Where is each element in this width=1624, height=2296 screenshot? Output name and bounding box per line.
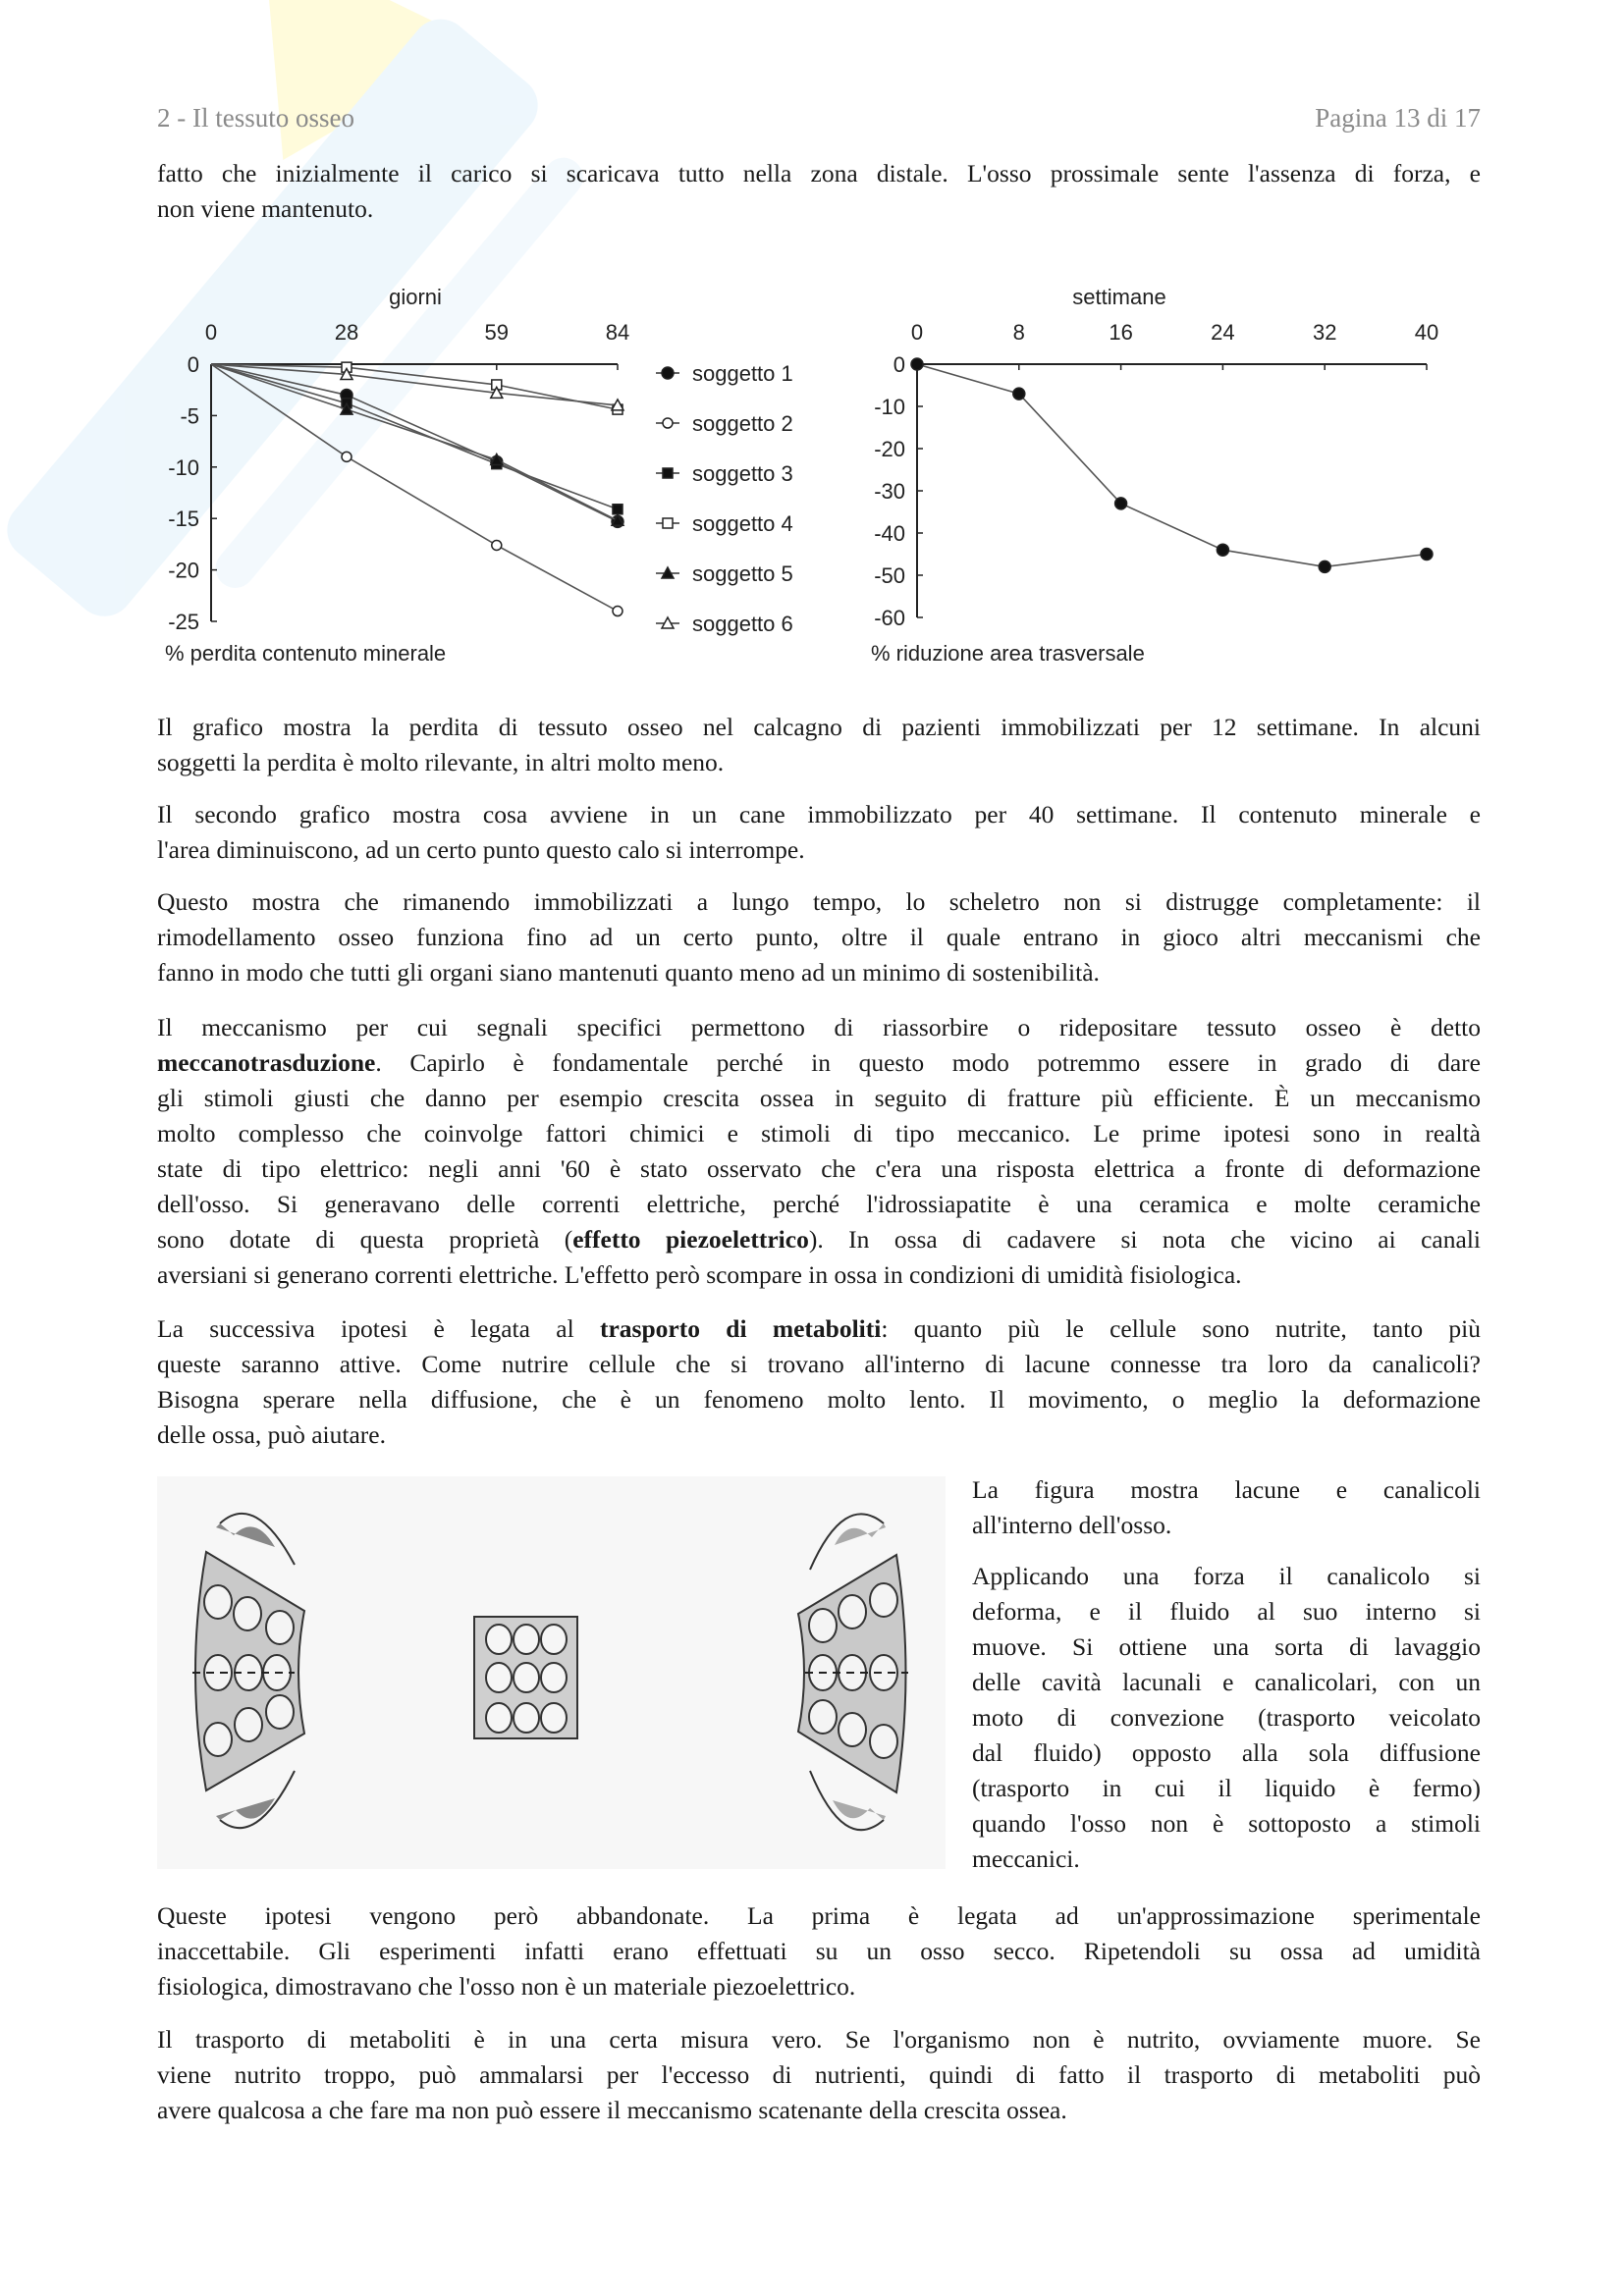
text-run: . Capirlo è fondamentale perché in questo modo potremmo essere in grado di dare	[375, 1048, 1481, 1077]
text-line: all'interno dell'osso.	[972, 1511, 1172, 1539]
y-tick-label: -50	[874, 563, 905, 588]
text-run: ). In ossa di cadavere si nota che vicino ai canali	[808, 1225, 1481, 1254]
data-point	[613, 505, 623, 514]
text-line: gli stimoli giusti che danno per esempio crescita ossea in seguito di fratture più efficiente. È un meccanismo	[157, 1084, 1481, 1112]
text-line: queste saranno attive. Come nutrire cellule che si trovano all'interno di lacune connesse tra loro da canalicoli?	[157, 1350, 1481, 1378]
data-point	[1115, 498, 1127, 509]
text-run: sono dotate di questa proprietà (	[157, 1225, 573, 1254]
header-section-title: 2 - Il tessuto osseo	[157, 103, 354, 133]
text-line: state di tipo elettrico: negli anni '60 è stato osservato che c'era una risposta elettrica a fronte di deformazione	[157, 1154, 1481, 1183]
x-tick-label: 16	[1109, 320, 1133, 345]
text-line: fanno in modo che tutti gli organi siano mantenuti quanto meno ad un minimo di sostenibilità.	[157, 958, 1100, 987]
series-line-3	[211, 364, 618, 509]
x-tick-label: 24	[1211, 320, 1235, 345]
legend-label: soggetto 6	[692, 612, 793, 636]
text-line: Il grafico mostra la perdita di tessuto osseo nel calcagno di pazienti immobilizzati per 12 settimane. In alcuni	[157, 713, 1481, 741]
series-line-2	[211, 364, 618, 612]
data-point	[1217, 544, 1228, 556]
text-line: aversiani si generano correnti elettriche. L'effetto però scompare in ossa in condizioni di umidità fisiologica.	[157, 1260, 1242, 1289]
text-line: fisiologica, dimostravano che l'osso non è un materiale piezoelettrico.	[157, 1972, 856, 2001]
text-line: deforma, e il fluido al suo interno si	[972, 1597, 1481, 1626]
x-tick-label: 8	[1012, 320, 1025, 345]
text-run: : quanto più le cellule sono nutrite, tanto più	[881, 1314, 1481, 1343]
text-line: rimodellamento osseo funziona fino ad un certo punto, oltre il quale entrano in gioco altri meccanismi che	[157, 923, 1481, 951]
chart-title: settimane	[1072, 285, 1166, 309]
center-undeformed-bone-segment	[474, 1617, 577, 1738]
y-axis-label: % riduzione area trasversale	[871, 641, 1145, 666]
legend-label: soggetto 2	[692, 411, 793, 436]
text-line: Il meccanismo per cui segnali specifici permettono di riassorbire o ridepositare tessuto osseo è detto	[157, 1013, 1481, 1041]
header-page-number: Pagina 13 di 17	[1315, 103, 1481, 133]
y-tick-label: -30	[874, 479, 905, 504]
text-line: viene nutrito troppo, può ammalarsi per l'eccesso di nutrienti, quindi di fatto il trasporto di metaboliti può	[157, 2060, 1481, 2089]
text-line: quando l'osso non è sottoposto a stimoli	[972, 1809, 1481, 1838]
text-line: Il trasporto di metaboliti è in una certa misura vero. Se l'organismo non è nutrito, ovviamente muore. Se	[157, 2025, 1481, 2054]
text-line: non viene mantenuto.	[157, 194, 374, 223]
x-tick-label: 0	[204, 320, 218, 345]
text-line: Bisogna sperare nella diffusione, che è un fenomeno molto lento. Il movimento, o meglio la deformazione	[157, 1385, 1481, 1414]
text-line: meccanici.	[972, 1844, 1080, 1873]
text-line: soggetti la perdita è molto rilevante, in altri molto meno.	[157, 748, 725, 776]
legend-marker	[663, 518, 673, 528]
text-line: dal fluido) opposto alla sola diffusione	[972, 1738, 1481, 1767]
series-line-1	[917, 364, 1427, 566]
data-point	[1319, 561, 1330, 572]
text-line: Queste ipotesi vengono però abbandonate. La prima è legata ad un'approssimazione sperimentale	[157, 1901, 1481, 1930]
y-tick-label: 0	[893, 352, 905, 377]
text-line: avere qualcosa a che fare ma non può essere il meccanismo scatenante della crescita ossea.	[157, 2096, 1067, 2124]
bold-term: effetto piezoelettrico	[572, 1225, 809, 1254]
text-line: Questo mostra che rimanendo immobilizzati a lungo tempo, lo scheletro non si distrugge completamente: il	[157, 887, 1481, 916]
text-line: fatto che inizialmente il carico si scaricava tutto nella zona distale. L'osso prossimale sente l'assenza di forza, e	[157, 159, 1481, 187]
text-line: delle cavità lacunali e canalicolari, con un	[972, 1668, 1481, 1696]
series-line-1	[211, 364, 618, 521]
y-axis-label: % perdita contenuto minerale	[165, 641, 447, 666]
data-point	[911, 358, 923, 370]
text-line: moto di convezione (trasporto veicolato	[972, 1703, 1481, 1732]
x-tick-label: 59	[484, 320, 510, 345]
legend-marker	[663, 418, 673, 428]
y-tick-label: -10	[874, 395, 905, 419]
text-line: Il secondo grafico mostra cosa avviene in un cane immobilizzato per 40 settimane. Il contenuto minerale e	[157, 800, 1481, 828]
bold-term: trasporto di metaboliti	[600, 1314, 882, 1343]
data-point	[492, 540, 502, 550]
text-line: delle ossa, può aiutare.	[157, 1420, 386, 1449]
data-point	[1013, 388, 1025, 400]
data-point	[1421, 549, 1433, 561]
chart-title: giorni	[389, 285, 442, 309]
legend-label: soggetto 1	[692, 361, 793, 386]
x-tick-label: 32	[1312, 320, 1337, 345]
text-line: molto complesso che coinvolge fattori chimici e stimoli di tipo meccanico. Le prime ipotesi sono in realtà	[157, 1119, 1481, 1148]
y-tick-label: -5	[180, 403, 199, 429]
data-point	[342, 452, 352, 461]
text-line: La figura mostra lacune e canalicoli	[972, 1475, 1481, 1504]
x-tick-label: 84	[605, 320, 630, 345]
legend-marker	[663, 468, 673, 478]
bold-term: meccanotrasduzione	[157, 1048, 376, 1077]
y-tick-label: -25	[168, 610, 199, 634]
legend-label: soggetto 5	[692, 561, 793, 586]
text-run: La successiva ipotesi è legata al	[157, 1314, 600, 1343]
text-line: Applicando una forza il canalicolo si	[972, 1562, 1481, 1590]
lacune-canalicoli-figure	[157, 1476, 946, 1869]
y-tick-label: -15	[168, 507, 199, 532]
x-tick-label: 0	[910, 320, 924, 345]
y-tick-label: -60	[874, 606, 905, 630]
y-tick-label: -40	[874, 521, 905, 546]
x-tick-label: 28	[334, 320, 359, 345]
text-line: inaccettabile. Gli esperimenti infatti erano effettuati su un osso secco. Ripetendoli su ossa ad umidità	[157, 1937, 1481, 1965]
legend-label: soggetto 3	[692, 461, 793, 486]
text-line: muove. Si ottiene una sorta di lavaggio	[972, 1632, 1481, 1661]
data-point	[613, 607, 623, 616]
x-tick-label: 40	[1414, 320, 1439, 345]
y-tick-label: -20	[874, 437, 905, 461]
legend-marker	[662, 367, 674, 379]
y-tick-label: 0	[187, 352, 199, 377]
legend-label: soggetto 4	[692, 511, 793, 536]
text-line: l'area diminuiscono, ad un certo punto questo calo si interrompe.	[157, 835, 805, 864]
y-tick-label: -10	[168, 454, 199, 480]
text-line: dell'osso. Si generavano delle correnti elettriche, perché l'idrossiapatite è una ceramica e molte ceramiche	[157, 1190, 1481, 1218]
text-line: (trasporto in cui il liquido è fermo)	[972, 1774, 1481, 1802]
series-line-4	[211, 364, 618, 409]
y-tick-label: -20	[168, 558, 199, 583]
